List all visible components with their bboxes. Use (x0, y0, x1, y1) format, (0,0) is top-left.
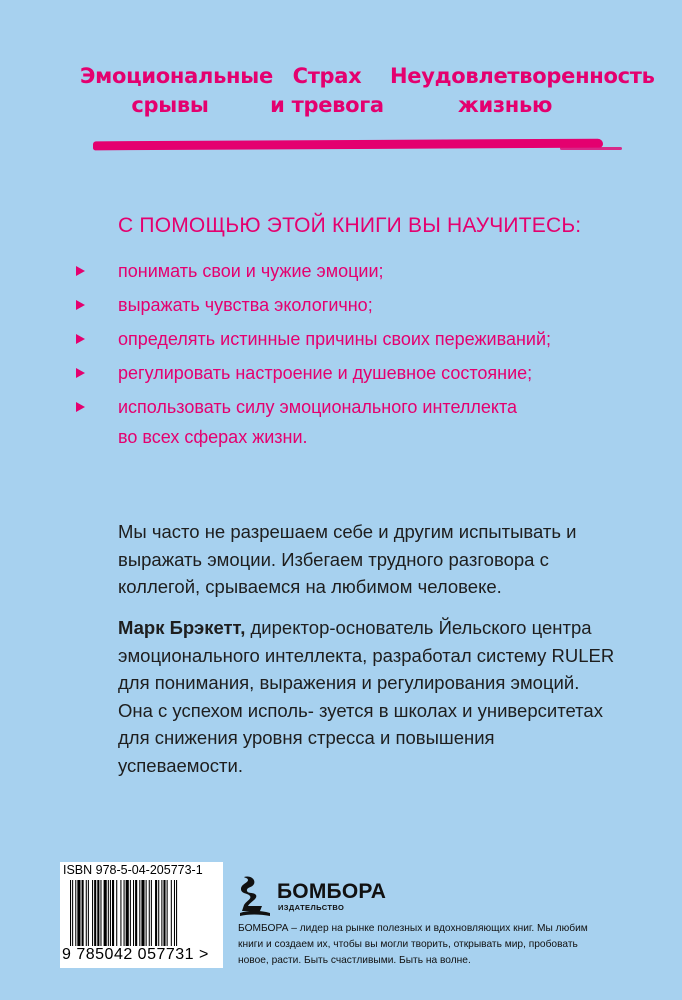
barcode-bar (135, 880, 137, 946)
barcode-bar (86, 880, 87, 946)
ean-digits: 9 785042 057731 > (62, 946, 209, 963)
barcode-bar (149, 880, 150, 946)
brush-stroke-divider (93, 139, 603, 151)
learn-item: выражать чувства экологично; (118, 290, 618, 321)
barcode-bar (116, 880, 117, 946)
barcode-bar (174, 880, 175, 946)
triangle-bullet-icon (76, 334, 85, 344)
intro-paragraph: Мы часто не разрешаем себе и другим испытывать и выражать эмоции. Избегаем трудного разговора с коллегой, срываемся на любимом человеке. (118, 521, 577, 597)
brush-stroke-tail (560, 147, 622, 150)
learn-item: определять истинные причины своих переживаний; (118, 324, 618, 355)
barcode-bar (130, 880, 131, 946)
triangle-bullet-icon (76, 368, 85, 378)
barcode-bar (163, 880, 165, 946)
barcode-bar (126, 880, 129, 946)
barcode-bar (108, 880, 109, 946)
learn-item: использовать силу эмоционального интеллекта (118, 392, 618, 423)
barcode-bar (146, 880, 147, 946)
barcode-bar (110, 880, 111, 946)
author-name: Марк Брэкетт, (118, 617, 246, 638)
learn-heading: С ПОМОЩЬЮ ЭТОЙ КНИГИ ВЫ НАУЧИТЕСЬ: (118, 214, 582, 237)
barcode-bar (161, 880, 162, 946)
bombora-logo-icon (238, 875, 272, 917)
barcode (60, 862, 223, 968)
publisher-name: БОМБОРА (277, 880, 387, 903)
barcode-bar (155, 880, 157, 946)
barcode-bar (167, 880, 168, 946)
barcode-bar (100, 880, 101, 946)
barcode-bar (124, 880, 125, 946)
barcode-bar (112, 880, 114, 946)
barcode-bar (151, 880, 152, 946)
barcode-bar (139, 880, 140, 946)
learn-item-continued: во всех сферах жизни. (118, 427, 308, 447)
author-bio: директор-основатель Йельского центра эмоционального интеллекта, разработал систему RULER для понимания, выражения и регулирования эмоций. Она с успехом исполь- зуется в школах и университетах для снижения уровня стресса и повышения успеваемости. (118, 617, 615, 776)
barcode-bar (92, 880, 93, 946)
barcode-bar (88, 880, 89, 946)
barcode-bar (82, 880, 84, 946)
topic-life-dissatisfaction: Неудовлетворенность жизнью (390, 64, 655, 117)
barcode-bar (77, 880, 80, 946)
learn-item: регулировать настроение и душевное состояние; (118, 358, 618, 389)
barcode-bar (70, 880, 71, 946)
isbn-number: ISBN 978-5-04-205773-1 (63, 863, 203, 877)
barcode-bar (72, 880, 73, 946)
publisher-subtitle: ИЗДАТЕЛЬСТВО (278, 903, 345, 912)
triangle-bullet-icon (76, 266, 85, 276)
barcode-bar (104, 880, 107, 946)
barcode-bar (158, 880, 159, 946)
publisher-description: БОМБОРА – лидер на рынке полезных и вдохновляющих книг. Мы любим книги и создаем их, чтобы вы могли творить, открывать мир, пробовать новое, расти. Быть счастливыми. Быть на волне. (238, 923, 588, 966)
triangle-bullet-icon (76, 300, 85, 310)
triangle-bullet-icon (76, 402, 85, 412)
barcode-bar (141, 880, 144, 946)
barcode-bar (120, 880, 121, 946)
barcode-bar (97, 880, 99, 946)
barcode-bar (133, 880, 134, 946)
topic-fear-anxiety: Страх и тревога (270, 64, 384, 117)
barcode-bar (75, 880, 76, 946)
topic-emotional-breakdowns: Эмоциональные срывы (80, 64, 273, 117)
author-paragraph (118, 614, 618, 779)
barcode-bar (94, 880, 96, 946)
barcode-bar (176, 880, 177, 946)
barcode-bars (70, 880, 215, 950)
learn-item: понимать свои и чужие эмоции; (118, 256, 618, 287)
barcode-bar (171, 880, 172, 946)
